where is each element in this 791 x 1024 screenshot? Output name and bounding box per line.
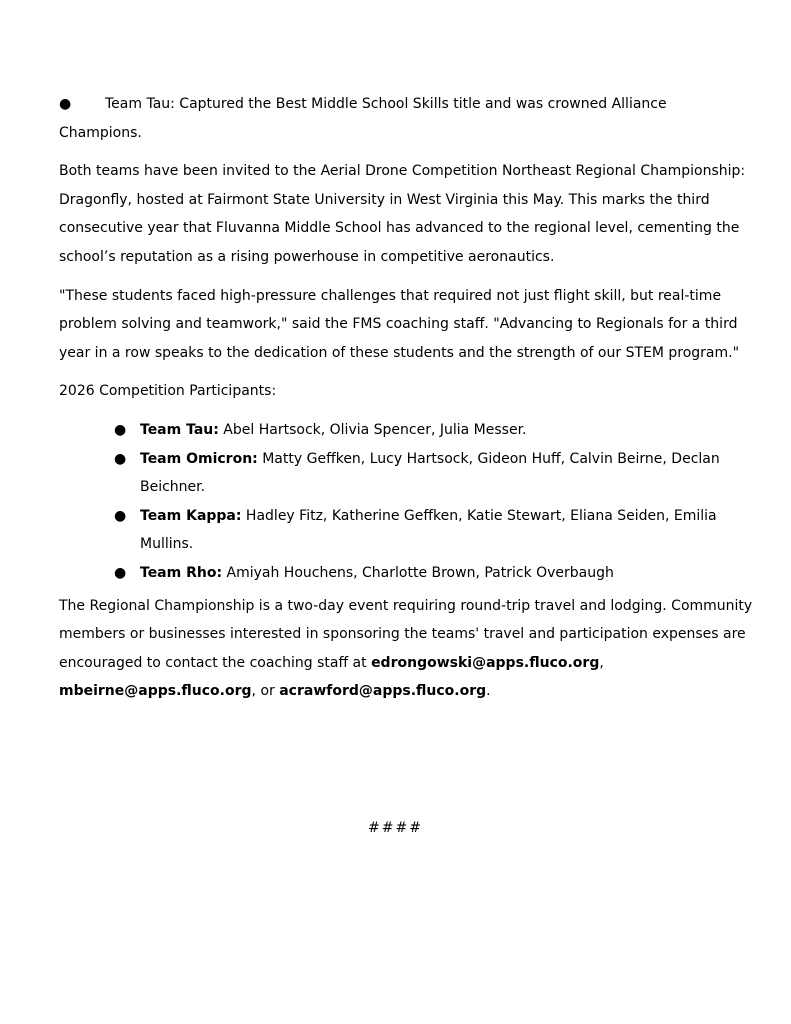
bullet-dot: ● (114, 421, 127, 438)
bullet-dot: ● (114, 507, 127, 524)
bullet-dot: ● (114, 564, 127, 581)
bullet-dot: ● (114, 450, 127, 467)
email-link-mbeirne[interactable]: mbeirne@apps.fluco.org (59, 683, 252, 700)
regional-line: school’s reputation as a rising powerhouse in competitive aeronautics. (59, 248, 555, 265)
quote-line: problem solving and teamwork," said the FMS coaching staff. "Advancing to Regionals for a third (59, 316, 738, 333)
email-link-acrawford[interactable]: acrawford@apps.fluco.org (279, 683, 487, 700)
team-name: Team Tau: (140, 421, 219, 438)
team-members-cont: Beichner. (140, 479, 206, 496)
sponsor-line: The Regional Championship is a two-day event requiring round-trip travel and lodging. Community (59, 597, 753, 614)
quote-line: "These students faced high-pressure challenges that required not just flight skill, but real-time (59, 287, 722, 304)
list-item (59, 416, 739, 445)
regional-line: Both teams have been invited to the Aerial Drone Competition Northeast Regional Championship: (59, 163, 746, 180)
team-members-cont: Mullins. (140, 536, 194, 553)
list-item (59, 445, 739, 502)
document-page (59, 90, 753, 716)
sponsor-line: members or businesses interested in sponsoring the teams' travel and participation expenses are (59, 626, 746, 643)
team-members: Amiyah Houchens, Charlotte Brown, Patrick Overbaugh (222, 564, 614, 581)
team-name: Team Kappa: (140, 507, 242, 524)
list-item (59, 559, 739, 588)
regional-line: consecutive year that Fluvanna Middle School has advanced to the regional level, cementing the (59, 220, 740, 237)
punctuation: , (599, 654, 604, 671)
quote-line: year in a row speaks to the dedication of these students and the strength of our STEM program." (59, 344, 740, 361)
intro-bullet-line1: Team Tau: Captured the Best Middle School Skills title and was crowned Alliance (105, 96, 667, 112)
intro-bullet (59, 90, 739, 147)
team-members: Abel Hartsock, Olivia Spencer, Julia Messer. (218, 421, 527, 438)
quote-paragraph (59, 282, 739, 368)
intro-bullet-line2: Champions. (59, 124, 142, 141)
separator-text: , or (251, 683, 280, 700)
team-name: Team Omicron: (140, 450, 258, 467)
team-members: Matty Geffken, Lucy Hartsock, Gideon Huff, Calvin Beirne, Declan (257, 450, 720, 467)
team-members: Hadley Fitz, Katherine Geffken, Katie Stewart, Eliana Seiden, Emilia (241, 507, 717, 524)
end-of-release-mark: #### (368, 820, 423, 836)
punctuation: . (486, 683, 491, 700)
participants-list (59, 416, 739, 588)
participants-heading: 2026 Competition Participants: (59, 383, 277, 400)
sponsor-line: encouraged to contact the coaching staff at (59, 654, 372, 671)
regional-paragraph (59, 157, 746, 271)
list-item (59, 502, 739, 559)
regional-line: Dragonfly, hosted at Fairmont State University in West Virginia this May. This marks the third (59, 191, 710, 208)
bullet-dot: ● (59, 96, 72, 112)
email-link-edrongowski[interactable]: edrongowski@apps.fluco.org (371, 654, 600, 671)
team-name: Team Rho: (140, 564, 223, 581)
sponsor-paragraph (59, 592, 753, 706)
